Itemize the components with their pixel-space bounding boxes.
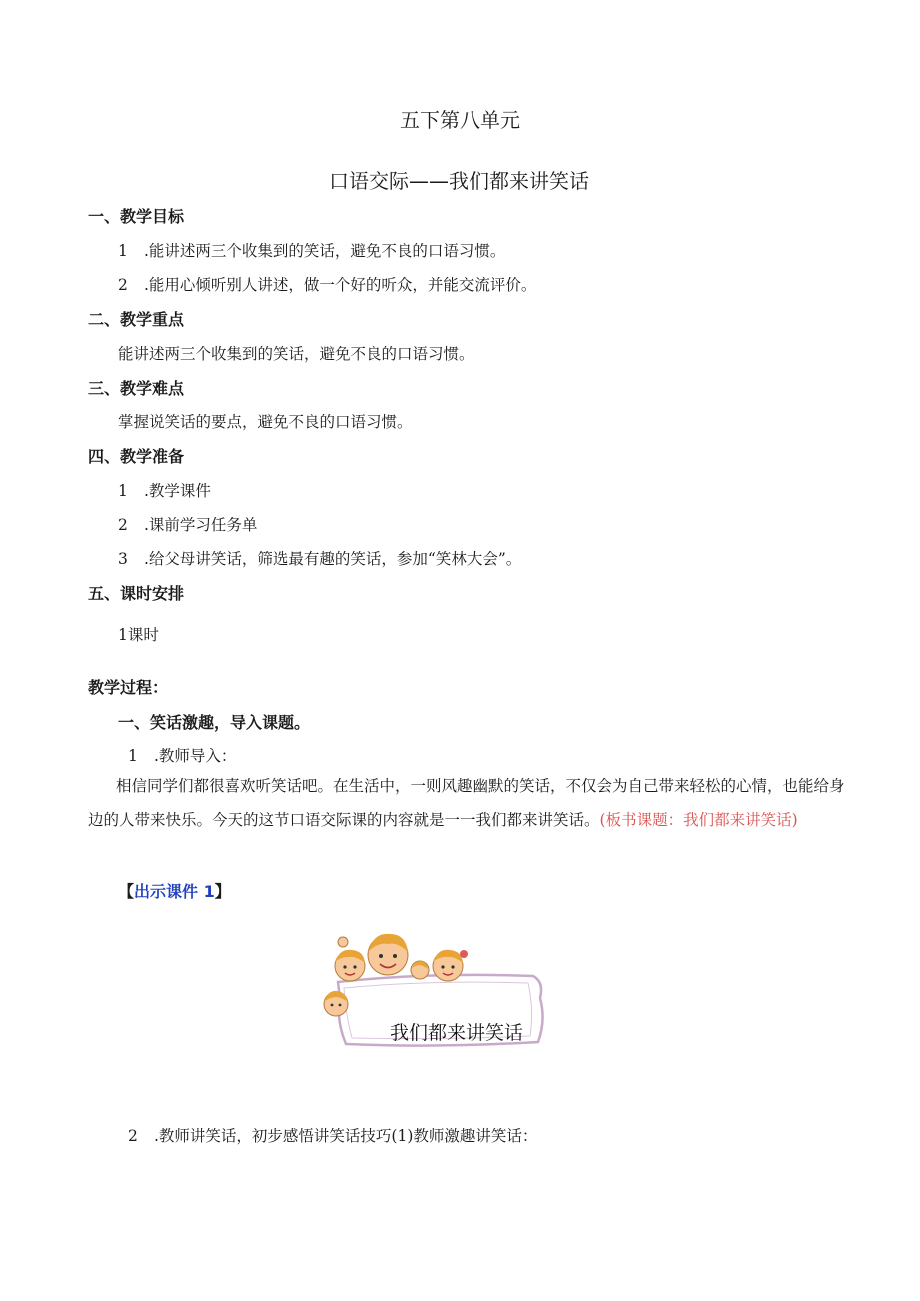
step1-2-text: .教师讲笑话，初步感悟讲笑话技巧(1)教师激趣讲笑话：: [154, 1127, 538, 1145]
prep-text-2: .课前学习任务单: [144, 516, 258, 534]
intro-text: 相信同学们都很喜欢听笑话吧。在生活中，一则风趣幽默的笑话，不仅会为自己带来轻松的心情，也能给身边的人带来快乐。今天的这节口语交际课的内容就是一一我们都来讲笑话。: [88, 777, 845, 829]
goal-item-2: [118, 273, 536, 295]
prep-number-1: 1: [118, 482, 128, 500]
prep-number-3: 3: [118, 550, 128, 568]
step1-1-number: 1: [128, 747, 138, 765]
prep-item-2: [118, 513, 257, 535]
schedule-text: 1课时: [118, 626, 159, 644]
section-heading-key: 二、教学重点: [88, 310, 185, 329]
step1-2-number: 2: [128, 1127, 138, 1145]
section-heading-difficulty: 三、教学难点: [88, 379, 185, 398]
goal-text-1: .能讲述两三个收集到的笑话，避免不良的口语习惯。: [144, 242, 506, 260]
prep-item-1: [118, 479, 211, 501]
step1-1-text: .教师导入：: [154, 747, 237, 765]
courseware-bracket-open: 【: [118, 882, 135, 901]
step1-1: [128, 744, 236, 766]
process-heading: 教学过程：: [88, 678, 169, 697]
step1-heading: 一、笑话激趣，导入课题。: [118, 713, 311, 732]
section-heading-prep: 四、教学准备: [88, 447, 185, 466]
section-heading-goals: 一、教学目标: [88, 207, 185, 226]
key-point-text: 能讲述两三个收集到的笑话，避免不良的口语习惯。: [118, 345, 475, 363]
goal-number-1: 1: [118, 242, 128, 260]
goal-number-2: 2: [118, 276, 128, 294]
step1-2: [128, 1124, 537, 1146]
courseware-label: 出示课件 1: [134, 882, 215, 901]
prep-number-2: 2: [118, 516, 128, 534]
courseware-marker: [118, 879, 231, 902]
lesson-title: 口语交际——我们都来讲笑话: [329, 169, 589, 193]
prep-text-1: .教学课件: [144, 482, 211, 500]
courseware-bracket-close: 】: [214, 882, 231, 901]
courseware-slide-image: [308, 920, 558, 1055]
section-heading-schedule: 五、课时安排: [88, 584, 185, 603]
prep-text-3: .给父母讲笑话，筛选最有趣的笑话，参加“笑林大会”。: [144, 550, 522, 568]
goal-text-2: .能用心倾听别人讲述，做一个好的听众，并能交流评价。: [144, 276, 537, 294]
unit-title: 五下第八单元: [400, 108, 520, 132]
goal-item-1: [118, 239, 505, 261]
intro-paragraph: [88, 769, 848, 837]
difficulty-text: 掌握说笑话的要点，避免不良的口语习惯。: [118, 413, 413, 431]
board-title-note: (板书课题：我们都来讲笑话): [599, 811, 798, 829]
slide-title: 我们都来讲笑话: [390, 1022, 524, 1044]
prep-item-3: [118, 547, 521, 569]
